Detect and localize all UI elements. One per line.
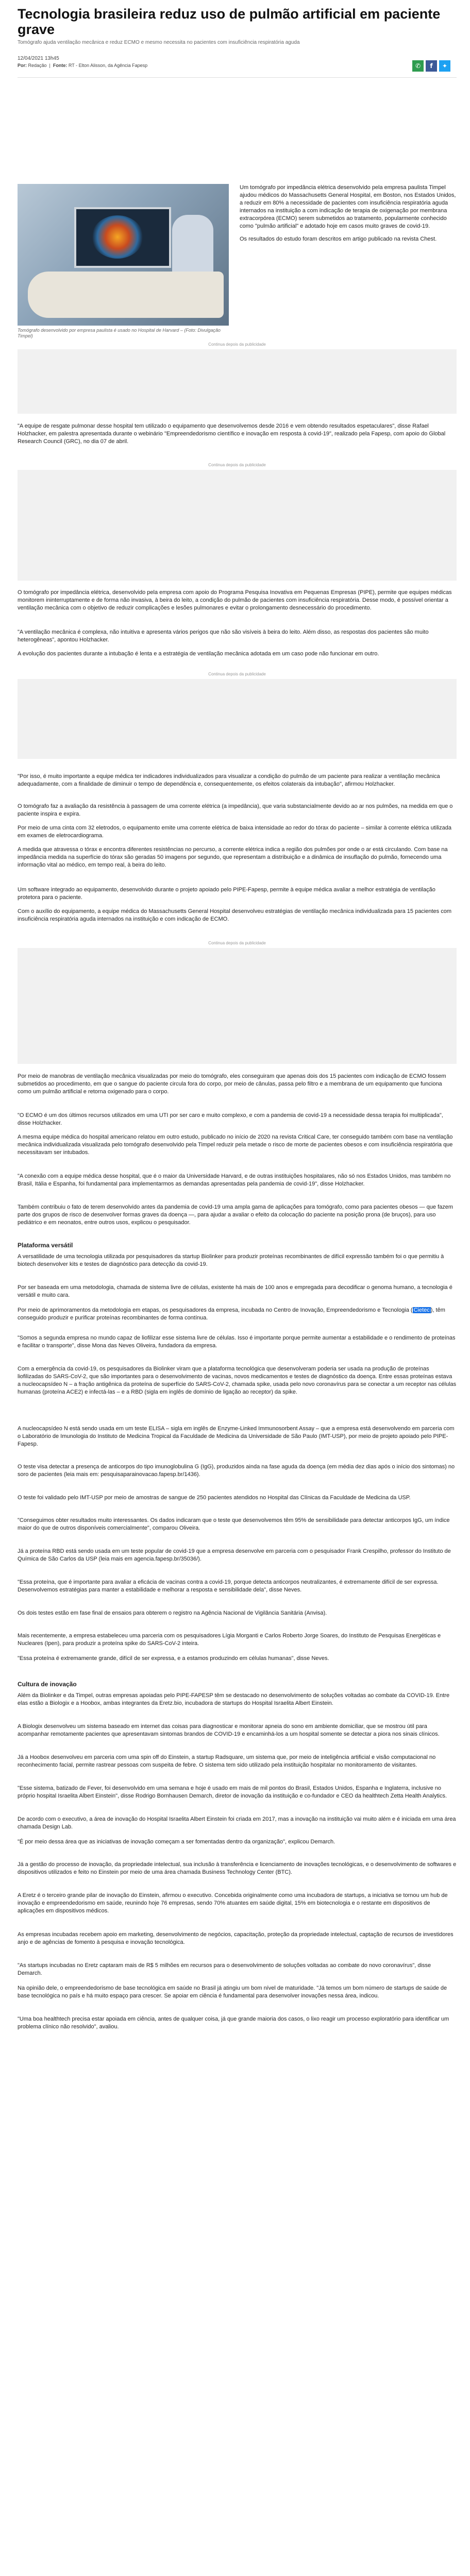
cietec-highlight: Cietec — [413, 1307, 430, 1313]
paragraph: Por meio de manobras de ventilação mecânica visualizadas por meio do tomógrafo, eles conseguiram que apenas dois dos 15 pacientes com indicação de ECMO fossem submetidos ao procedimento, em que o sangue do paciente circula fora do corpo, por meio de cânulas, passa pelo filtro e a membrana de um equipamento que funciona como um pulmão artificial e retorna oxigenado para o corpo. — [18, 1073, 446, 1095]
paragraph: Também contribuiu o fato de terem desenvolvido antes da pandemia de covid-19 uma ampla gama de aplicações para tomógrafo, como para pacientes obesos — que fazem parte dos grupos de risco de desenvolver formas graves da doença —, para ajudar a avaliar o efeito da colocação do paciente na posição prona (de bruços), para uso pediátrico e em neonatos, entre outros usos, explicou o pesquisador. — [18, 1204, 454, 1226]
paragraph: Por meio de uma cinta com 32 eletrodos, o equipamento emite uma corrente elétrica de baixa intensidade ao redor do tórax do paciente – similar à corrente elétrica utilizada em exames de eletrocardiograma. — [18, 825, 451, 839]
paragraph: O teste foi validado pelo IMT-USP por meio de amostras de sangue de 250 pacientes atendidos no Hospital das Clínicas da Faculdade de Medicina da USP. — [18, 1495, 411, 1501]
ad-label: Continua depois da publicidade — [208, 463, 266, 467]
source-name: RT - Elton Alisson, da Agência Fapesp — [68, 63, 148, 68]
intro-text — [240, 184, 456, 248]
paragraph: A mesma equipe médica do hospital americano relatou em outro estudo, publicado no início de 2020 na revista Critical Care, ter conseguido também com base na ventilação mecânica individualizada visualizada pelo tomógrafo desenvolvido pela Timpel reduzir pela metade o risco de morte de pacientes obesos e com insuficiência respiratória que necessitavam ser intubados. — [18, 1134, 453, 1156]
twitter-share-button[interactable]: ✦ — [439, 60, 450, 72]
paragraph: O tomógrafo faz a avaliação da resistência à passagem de uma corrente elétrica (a impedância), que varia substancialmente devido ao ar nos pulmões, na medida em que o paciente inspira e expira. — [18, 803, 453, 817]
paragraph: "Essa proteína, que é importante para avaliar a eficácia de vacinas contra a covid-19, porque detecta anticorpos neutralizantes, é extremamente difícil de ser expressa. Desenvolvemos estratégias para manter a estabilidade e melhorar a resposta e sensibilidade dela", disse Neves. — [18, 1579, 439, 1593]
paragraph: Já a Hoobox desenvolveu em parceria com uma spin off do Einstein, a startup Radsquare, um sistema que, por meio de inteligência artificial e visão computacional no reconhecimento facial, permite rastrear pessoas com suspeita de febre. O sistema tem sido utilizado pela instituição hospitalar no monitoramento de visitantes. — [18, 1754, 436, 1768]
paragraph: A Biologix desenvolveu um sistema baseado em internet das coisas para diagnosticar e monitorar apneia do sono em ambiente domiciliar, que se mostrou útil para acompanhar remotamente pacientes que apresentavam sintomas brandos de COVID-19 e encaminhá-los a um hospital somente se detectar a piora nos sinais clínicos. — [18, 1723, 440, 1737]
paragraph: "O ECMO é um dos últimos recursos utilizados em uma UTI por ser caro e muito complexo, e com a pandemia de covid-19 a necessidade dessa terapia foi multiplicada", disse Holzhacker. — [18, 1112, 443, 1126]
article-title: Tecnologia brasileira reduz uso de pulmão artificial em paciente grave — [18, 6, 441, 37]
paragraph: A evolução dos pacientes durante a intubação é lenta e a estratégia de ventilação mecânica adotada em um caso pode não funcionar em outro. — [18, 651, 379, 657]
paragraph: "A conexão com a equipe médica desse hospital, que é o maior da Universidade Harvard, e de outras instituições hospitalares, não só nos Estados Unidos, mas também no Brasil, Itália e Espanha, foi fundamental para implementarmos as demandas apresentadas pela pandemia de covid-19", disse Holzhacker. — [18, 1173, 451, 1187]
paragraph: "Conseguimos obter resultados muito interessantes. Os dados indicaram que o teste que desenvolvemos têm 95% de sensibilidade para detectar anticorpos IgG, um índice maior do que de outros disponíveis comercialmente", comparou Oliveira. — [18, 1517, 450, 1531]
ad-slot[interactable] — [18, 470, 457, 581]
patient-figure — [28, 272, 224, 318]
paragraph: Um software integrado ao equipamento, desenvolvido durante o projeto apoiado pelo PIPE-Fapesp, permite à equipe médica avaliar a melhor estratégia de ventilação protetora para o paciente. — [18, 887, 435, 901]
paragraph: O teste visa detectar a presença de anticorpos do tipo imunoglobulina G (IgG), produzidos ainda na fase aguda da doença (em média dez dias após o início dos sintomas) no soro de pacientes (leia mais em: pesquisaparainovacao.fapesp.br/1436). — [18, 1464, 455, 1478]
paragraph: "É por meio dessa área que as iniciativas de inovação começam a ser fomentadas dentro da organização", explicou Demarch. — [18, 1839, 335, 1845]
ad-slot[interactable] — [18, 679, 457, 759]
share-buttons — [412, 60, 450, 72]
paragraph: Já a gestão do processo de inovação, da propriedade intelectual, sua inclusão à transferência e licenciamento de inovações tecnológicas, e o desenvolvimento de softwares e dispositivos utilizados e feito no Einstein por meio de uma área chamada Business Technology Center (BTC). — [18, 1861, 457, 1875]
monitor-image — [74, 207, 171, 268]
paragraph: "Esse sistema, batizado de Fever, foi desenvolvido em uma semana e hoje é usado em mais de mil pontos do Brasil, Estados Unidos, Espanha e Inglaterra, inclusive no próprio hospital Israelita Albert Einstein", disse Rodrigo Bornhausen Demarch, diretor de inovação da instituição e co-fundador e CEO da healthtech Zetta Health Analytics. — [18, 1785, 447, 1799]
paragraph: "Essa proteína é extremamente grande, difícil de ser expressa, e a estamos produzindo em células humanas", disse Neves. — [18, 1655, 329, 1662]
paragraph: De acordo com o executivo, a área de inovação do Hospital Israelita Albert Einstein foi criada em 2017, mas a inovação na instituição vai muito além e é iniciada em uma área chamada Design Lab. — [18, 1816, 456, 1830]
article-subtitle: Tomógrafo ajuda ventilação mecânica e reduz ECMO e mesmo necessita no pacientes com insuficiência respiratória aguda — [18, 40, 300, 45]
paragraph: "A equipe de resgate pulmonar desse hospital tem utilizado o equipamento que desenvolvemos desde 2016 e vem obtendo resultados espetaculares", disse Rafael Holzhacker, em palestra apresentada durante o webinário "Empreendedorismo científico e inovação em resposta à covid-19", realizado pela Fapesp, com apoio do Global Research Council (GRC), no dia 07 de abril. — [18, 423, 446, 445]
facebook-share-button[interactable]: f — [426, 60, 437, 72]
ad-label: Continua depois da publicidade — [208, 672, 266, 676]
highlight-post: ), têm conseguido produzir e purificar proteínas recombinantes de forma contínua. — [18, 1307, 445, 1321]
paragraph: A nucleocapsídeo N está sendo usada em um teste ELISA – sigla em inglês de Enzyme-Linked Immunosorbent Assay – que a empresa está desenvolvendo em parceria com o Laboratório de Imunologia do Instituto de Medicina Tropical da Faculdade de Medicina da Universidade de São Paulo (IMT-USP), por meio de projeto apoiado pelo PIPE-Fapesp. — [18, 1426, 455, 1447]
paragraph: Já a proteína RBD está sendo usada em um teste popular de covid-19 que a empresa desenvolve em parceria com o pesquisador Frank Crespilho, professor do Instituto de Química de São Carlos da USP (leia mais em agencia.fapesp.br/35036/). — [18, 1548, 451, 1562]
article-figure — [18, 184, 229, 338]
ad-slot[interactable] — [18, 349, 457, 414]
paragraph: "Por isso, é muito importante a equipe médica ter indicadores individualizados para visualizar a condição do pulmão de um paciente para realizar a ventilação mecânica adequadamente, com a finalidade de diminuir o tempo de dependência e, consequentemente, os efeitos colaterais da intubação", afirmou Holzhacker. — [18, 773, 440, 787]
header-divider — [18, 77, 457, 78]
highlight-pre: Por meio de aprimoramentos da metodologia em etapas, os pesquisadores da empresa, incubada no Centro de Inovação, Empreendedorismo e Tecnologia ( — [18, 1307, 413, 1313]
author-name: Redação — [28, 63, 47, 68]
paragraph: Com a emergência da covid-19, os pesquisadores da Biolinker viram que a plataforma tecnológica que desenvolveram poderia ser usada na produção de proteínas liofilizadas do SARS-CoV-2, que são importantes para o desenvolvimento de vacinas, novos medicamentos e testes de diagnóstico da doença. Entre essas proteínas estava a nucleocapsídeo N – a fração antigênica da proteína de superfície do SARS-CoV-2, chamada spike, usada pelo novo coronavírus para se conectar a um receptor nas células humanas (proteína ACE2) e infectá-las – e a RBD (sigla em inglês de domínio de ligação ao receptor) da spike. — [18, 1366, 457, 1395]
ad-label: Continua depois da publicidade — [208, 342, 266, 347]
paragraph: Os dois testes estão em fase final de ensaios para obterem o registro na Agência Nacional de Vigilância Sanitária (Anvisa). — [18, 1610, 327, 1616]
paragraph: A versatilidade de uma tecnologia utilizada por pesquisadores da startup Biolinker para produzir proteínas recombinantes de difícil expressão também foi o que permitiu à biotech desenvolver kits e testes de diagnóstico para detecção da covid-19. — [18, 1253, 444, 1267]
paragraph: O tomógrafo por impedância elétrica, desenvolvido pela empresa com apoio do Programa Pesquisa Inovativa em Pequenas Empresas (PIPE), permite que equipes médicas monitorem ininterruptamente e de forma não invasiva, à beira do leito, a condição do pulmão de pacientes com insuficiência respiratória. Desse modo, é possível orientar a ventilação mecânica com o objetivo de reduzir complicações e lesões pulmonares e evitar o prolongamento desnecessário do procedimento. — [18, 589, 452, 611]
paragraph: As empresas incubadas recebem apoio em marketing, desenvolvimento de negócios, capacitação, proteção da propriedade intelectual, captação de recursos de investidores anjo e de agências de fomento à pesquisa e inovação tecnológica. — [18, 1931, 454, 1945]
paragraph: A Eretz é o terceiro grande pilar de inovação do Einstein, afirmou o executivo. Concebida originalmente como uma incubadora de startups, a iniciativa se tornou um hub de inovação e empreendedorismo em saúde, reunindo hoje 76 empresas, sendo 70% atuantes em saúde digital, 15% em biotecnologia e o restante em dispositivos de aplicações em dispositivos médicos. — [18, 1892, 448, 1914]
paragraph: A medida que atravessa o tórax e encontra diferentes resistências no percurso, a corrente elétrica indica a região dos pulmões por onde o ar está circulando. Com base na impedância medida na superfície do tórax são geradas 50 imagens por segundo, que representam a distribuição e a dinâmica de insuflação do pulmão, fornecendo uma informação vital ao médico, em tempo real, à beira do leito. — [18, 846, 448, 868]
section-heading: Cultura de inovação — [18, 1681, 77, 1688]
article-date: 12/04/2021 13h45 — [18, 56, 59, 61]
paragraph: Na opinião dele, o empreendedorismo de base tecnológica em saúde no Brasil já atingiu um bom nível de maturidade. "Já temos um bom número de startups de saúde de base tecnológica no país e há muito espaço para crescer. Se apoiar em ciência é fundamental para desenvolver inovações nessa área, indicou. — [18, 1985, 447, 1999]
paragraph: "Uma boa healthtech precisa estar apoiada em ciência, antes de qualquer coisa, já que grande maioria dos casos, o lixo reagir um processo exploratório para identificar um problema clínico não resolvido", avaliou. — [18, 2016, 449, 2030]
paragraph — [18, 1307, 457, 1322]
article-photo — [18, 184, 229, 326]
paragraph: Mais recentemente, a empresa estabeleceu uma parceria com os pesquisadores Lígia Morganti e Carlos Roberto Jorge Soares, do Instituto de Pesquisas Energéticas e Nucleares (Ipen), para produzir a proteína spike do SARS-CoV-2 inteira. — [18, 1633, 441, 1647]
paragraph: Por ser baseada em uma metodologia, chamada de sistema livre de células, existente há mais de 100 anos e empregada para decodificar o genoma humano, a tecnologia é versátil e muito cara. — [18, 1284, 452, 1298]
paragraph: Com o auxílio do equipamento, a equipe médica do Massachusetts General Hospital desenvolveu estratégias de ventilação mecânica individualizada para 15 pacientes com insuficiência respiratória aguda internados na instituição e com indicação de ECMO. — [18, 908, 451, 922]
paragraph: "A ventilação mecânica é complexa, não intuitiva e apresenta vários perigos que não são visíveis à beira do leito. Além disso, as respostas dos pacientes são muito heterogêneas", apontou Holzhacker. — [18, 629, 429, 643]
paragraph: "As startups incubadas no Eretz captaram mais de R$ 5 milhões em recursos para o desenvolvimento de soluções voltadas ao combate do novo coronavírus", disse Demarch. — [18, 1962, 431, 1976]
paragraph: Além da Biolinker e da Timpel, outras empresas apoiadas pelo PIPE-FAPESP têm se destacado no desenvolvimento de soluções voltadas ao combate da COVID-19. Entre elas estão a Biologix e a Hoobox, ambas integrantes da Eretz.bio, incubadora de startups do Hospital Israelita Albert Einstein. — [18, 1692, 450, 1706]
intro-paragraph: Um tomógrafo por impedância elétrica desenvolvido pela empresa paulista Timpel ajudou médicos do Massachusetts General Hospital, em Boston, nos Estados Unidos, a reduzir em 80% a necessidade de pacientes com insuficiência respiratória aguda internados na instituição a com indicação de terapia de oxigenação por membrana extracorpórea (ECMO) serem submetidos ao tratamento, popularmente conhecido como "pulmão artificial" e adotado hoje em casos muito graves de covid-19. — [240, 184, 456, 229]
paragraph: "Somos a segunda empresa no mundo capaz de liofilizar esse sistema livre de células. Isso é importante porque permite aumentar a estabilidade e o rendimento de proteínas e facilitar o transporte", disse Mona das Neves Oliveira, fundadora da empresa. — [18, 1335, 456, 1349]
article-byline: Por: Redação | Fonte: RT - Elton Alisson, da Agência Fapesp — [18, 63, 148, 68]
ad-label: Continua depois da publicidade — [208, 941, 266, 945]
section-heading: Plataforma versátil — [18, 1242, 73, 1249]
figure-caption: Tomógrafo desenvolvido por empresa paulista é usado no Hospital de Harvard – (Foto: Divulgação Timpel) — [18, 328, 221, 338]
intro-paragraph: Os resultados do estudo foram descritos em artigo publicado na revista Chest. — [240, 236, 437, 242]
whatsapp-share-button[interactable]: ✆ — [412, 60, 424, 72]
source-label: Fonte: — [53, 63, 68, 68]
ad-slot[interactable] — [18, 948, 457, 1064]
byline-label: Por: — [18, 63, 27, 68]
